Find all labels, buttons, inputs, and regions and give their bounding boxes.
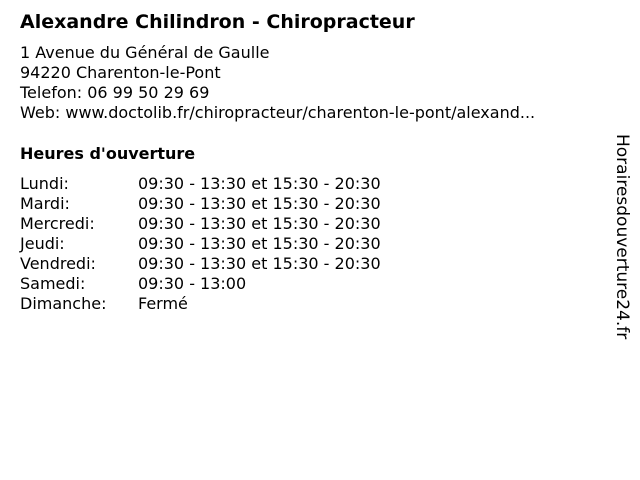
day-label: Mardi: xyxy=(20,194,70,213)
day-label: Samedi: xyxy=(20,274,86,293)
time-value: 09:30 - 13:30 et 15:30 - 20:30 xyxy=(138,214,381,233)
time-value: 09:30 - 13:30 et 15:30 - 20:30 xyxy=(138,254,381,273)
contact-info xyxy=(20,43,535,123)
day-label: Jeudi: xyxy=(20,234,65,253)
brand-watermark: Horairesdouverture24.fr xyxy=(612,134,632,340)
opening-hours-heading: Heures d'ouverture xyxy=(20,144,196,163)
street-address: 1 Avenue du Général de Gaulle xyxy=(20,43,270,62)
day-label: Dimanche: xyxy=(20,294,107,313)
time-value: 09:30 - 13:30 et 15:30 - 20:30 xyxy=(138,174,381,193)
time-value: 09:30 - 13:30 et 15:30 - 20:30 xyxy=(138,234,381,253)
day-label: Vendredi: xyxy=(20,254,96,273)
time-value: 09:30 - 13:30 et 15:30 - 20:30 xyxy=(138,194,381,213)
time-value: 09:30 - 13:00 xyxy=(138,274,247,293)
time-value: Fermé xyxy=(138,294,188,313)
city-address: 94220 Charenton-le-Pont xyxy=(20,63,221,82)
day-label: Lundi: xyxy=(20,174,69,193)
day-label: Mercredi: xyxy=(20,214,95,233)
business-title: Alexandre Chilindron - Chiropracteur xyxy=(20,11,415,33)
phone-number: Telefon: 06 99 50 29 69 xyxy=(20,83,210,102)
website-link[interactable]: Web: www.doctolib.fr/chiropracteur/charenton-le-pont/alexand... xyxy=(20,103,536,122)
